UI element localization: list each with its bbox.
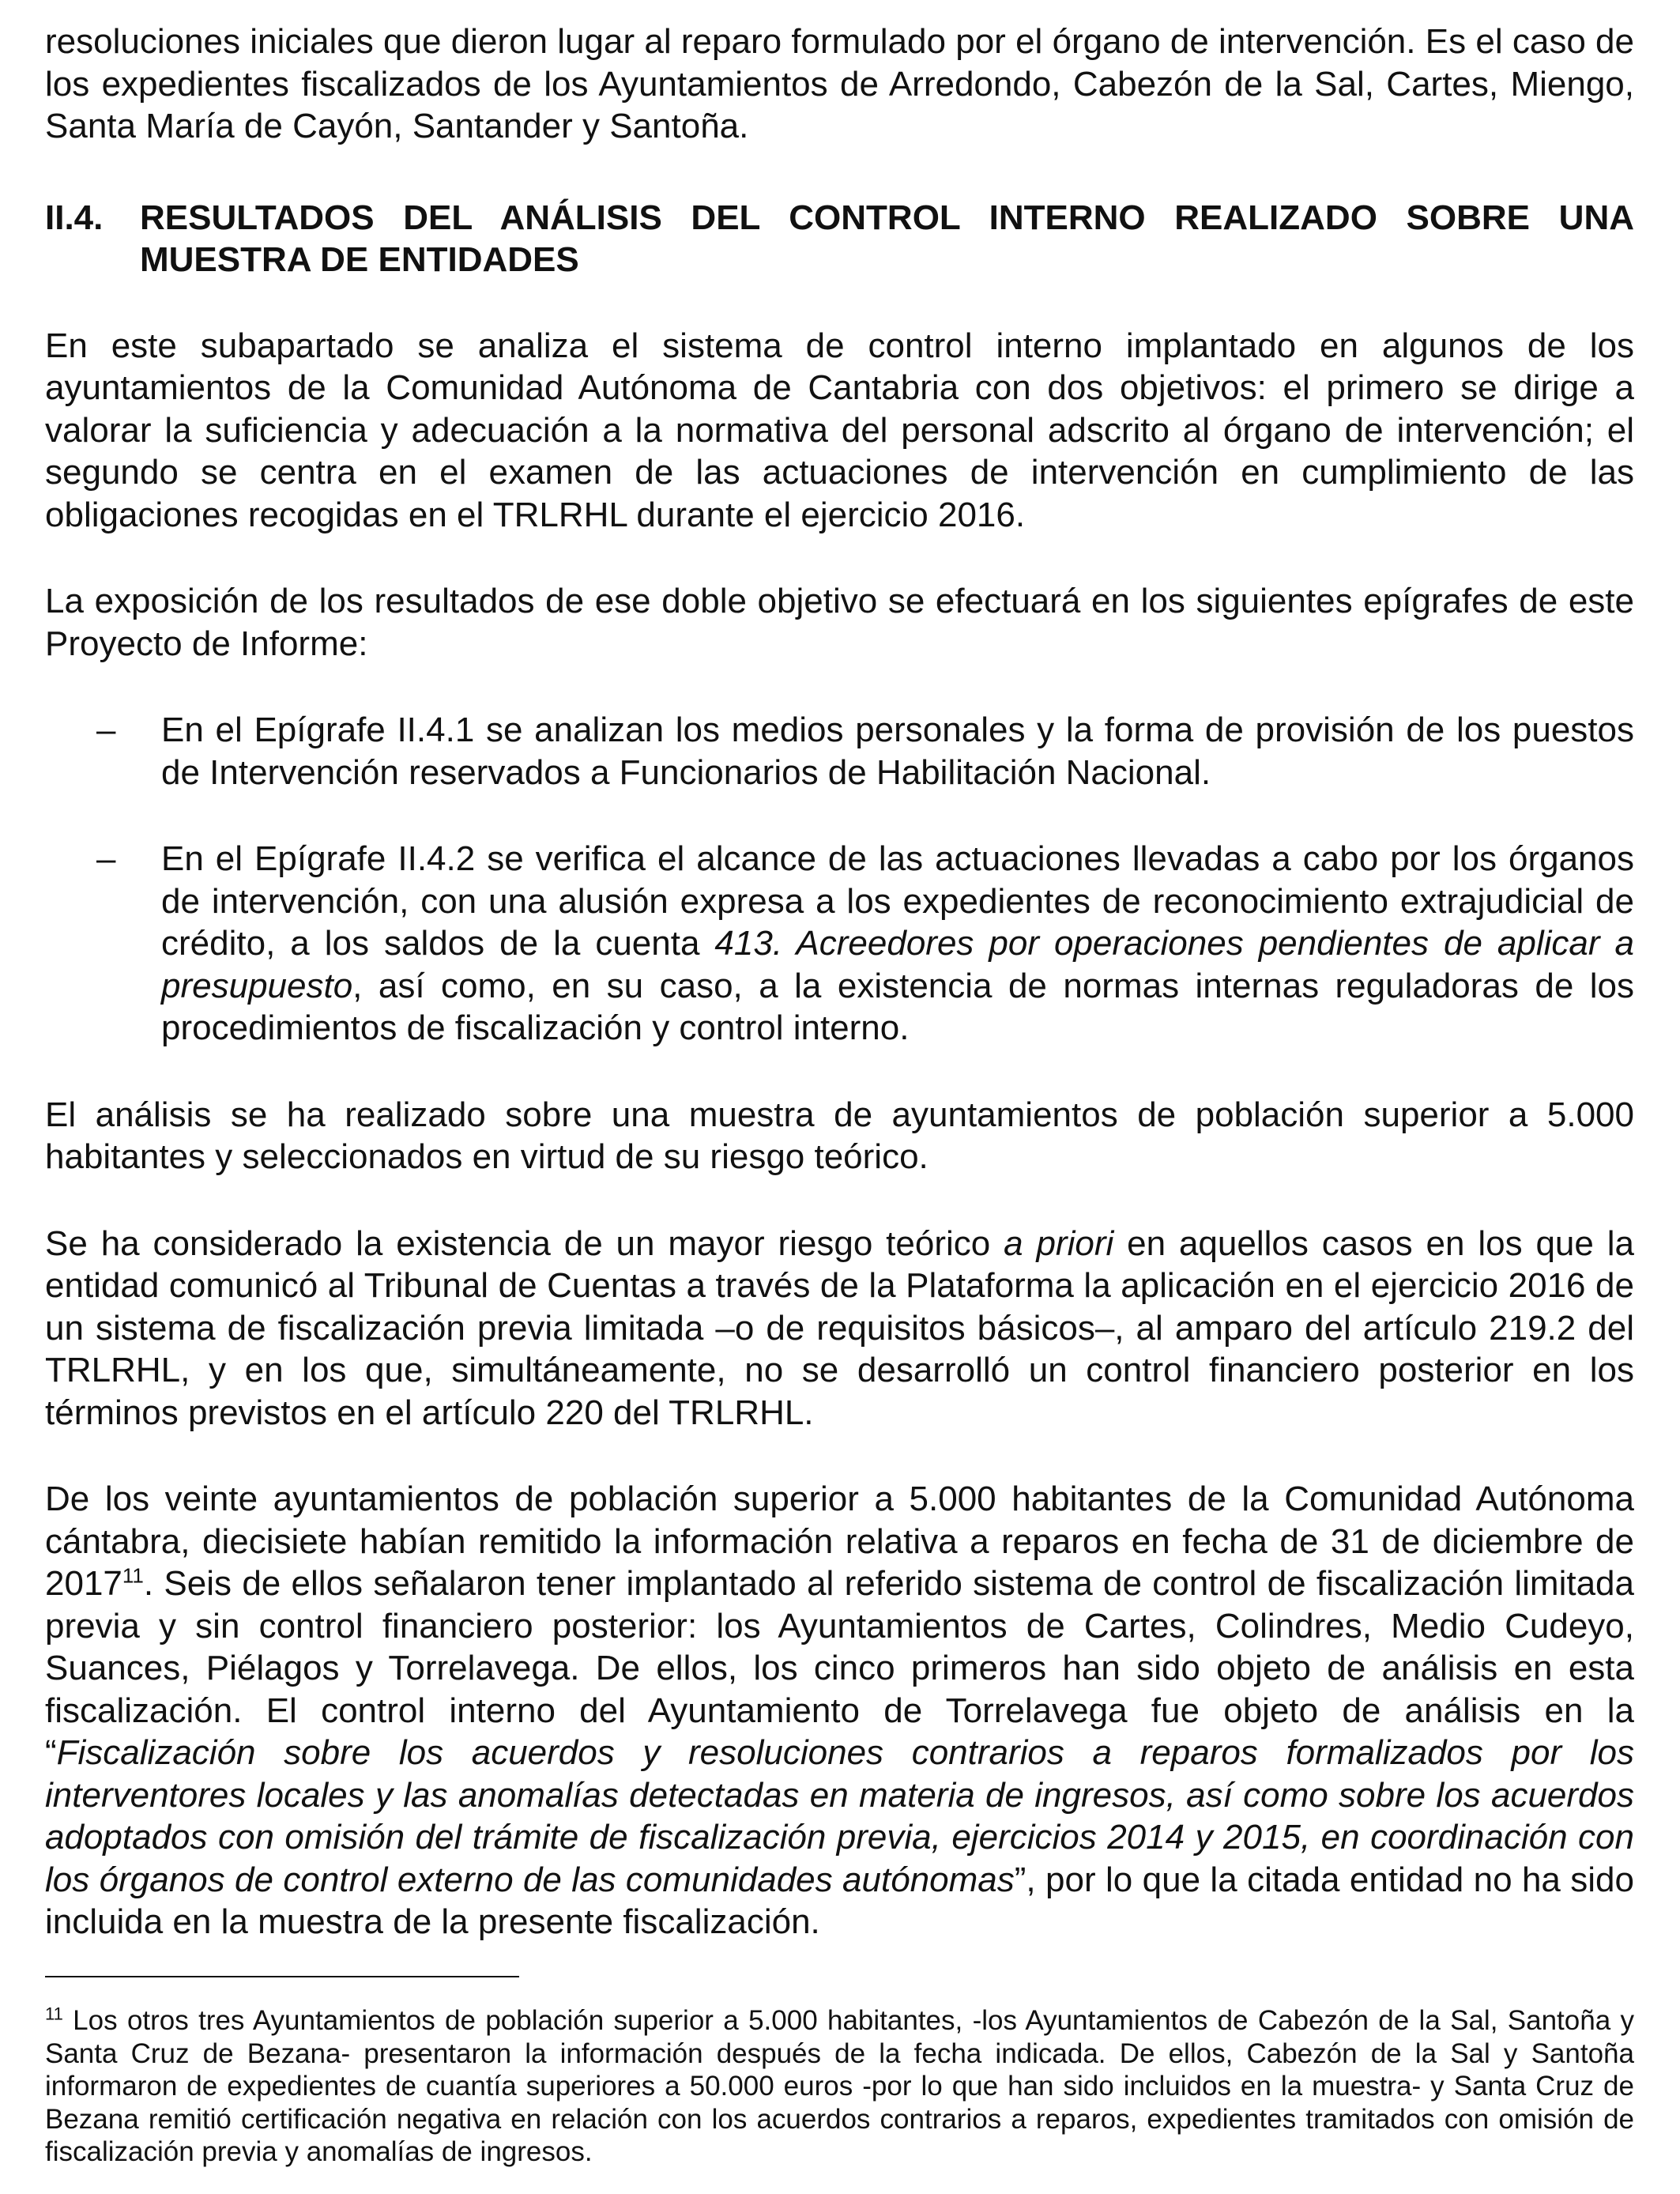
list-item-text: En el Epígrafe II.4.1 se analizan los medios personales y la forma de provisión de los puestos de Intervención reservados a Funcionarios de Habilitación Nacional. bbox=[161, 711, 1634, 792]
text-run: De los veinte ayuntamientos de población superior a 5.000 habitantes de la Comunidad Autónoma cántabra, diecisiete habían remitido la información relativa a reparos en fecha de 31 de diciembre de 2017 bbox=[45, 1480, 1634, 1603]
paragraph-analisis-muestra: El análisis se ha realizado sobre una muestra de ayuntamientos de población superior a 5.000 habitantes y seleccionados en virtud de su riesgo teórico. bbox=[45, 1095, 1634, 1176]
footnote bbox=[45, 2004, 1634, 2169]
paragraph-reparos-continuation: resoluciones iniciales que dieron lugar al reparo formulado por el órgano de intervención. Es el caso de los expedientes fiscalizados de los Ayuntamientos de Arredondo, Cabezón de la Sal, Cartes, Miengo, Santa María de Cayón, Santander y Santoña. bbox=[45, 22, 1634, 145]
dash-bullet: – bbox=[96, 711, 116, 749]
list-item-epigrafe-2 bbox=[96, 838, 1634, 1050]
list-item-text bbox=[161, 838, 1634, 1050]
paragraph-veinte-ayuntamientos bbox=[45, 1478, 1634, 1943]
section-title: RESULTADOS DEL ANÁLISIS DEL CONTROL INTERNO REALIZADO SOBRE UNA MUESTRA DE ENTIDADES bbox=[140, 198, 1634, 279]
paragraph-riesgo-teorico bbox=[45, 1223, 1634, 1434]
section-number: II.4. bbox=[45, 198, 104, 237]
paragraph-subapartado: En este subapartado se analiza el sistema de control interno implantado en algunos de los ayuntamientos de la Comunidad Autónoma de Cantabria con dos objetivos: el primero se dirige a valorar la suficiencia y adecuación a la normativa del personal adscrito al órgano de intervención; el segundo se centra en el examen de las actuaciones de intervención en cumplimiento de las obligaciones recogidas en el TRLRHL durante el ejercicio 2016. bbox=[45, 326, 1634, 534]
footnote-number: 11 bbox=[45, 2004, 63, 2024]
text-run: en aquellos casos en los que la entidad comunicó al Tribunal de Cuentas a través de la Plataforma la aplicación en el ejercicio 2016 de un sistema de fiscalización previa limitada –o de requisitos básicos–, al amparo del artículo 219.2 del TRLRHL, y en los que, simultáneamente, no se desarrolló un control financiero posterior en los términos previstos en el artículo 220 del TRLRHL. bbox=[45, 1223, 1634, 1432]
italic-text-run: Fiscalización sobre los acuerdos y resoluciones contrarios a reparos formalizados por los interventores locales y las anomalías detectadas en materia de ingresos, así como sobre los acuerdos adoptados con omisión del trámite de fiscalización previa, ejercicios 2014 y 2015, en coordinación con los órganos de control externo de las comunidades autónomas bbox=[45, 1733, 1634, 1899]
paragraph-exposicion: La exposición de los resultados de ese doble objetivo se efectuará en los siguientes epígrafes de este Proyecto de Informe: bbox=[45, 582, 1634, 663]
italic-text-run: a priori bbox=[1004, 1223, 1114, 1263]
italic-text-run: 413. Acreedores por operaciones pendientes de aplicar a presupuesto bbox=[161, 924, 1634, 1005]
text-run: . Seis de ellos señalaron tener implantado al referido sistema de control de fiscalización limitada previa y sin control financiero posterior: los Ayuntamientos de Cartes, Colindres, Medio Cudeyo, Suances, Piélagos y Torrelavega. De ellos, los cinco primeros han sido objeto de análisis en esta fiscalización. El control interno del Ayuntamiento de Torrelavega fue objeto de análisis en la “ bbox=[45, 1564, 1634, 1772]
dash-bullet: – bbox=[96, 839, 116, 878]
text-run: Se ha considerado la existencia de un mayor riesgo teórico bbox=[45, 1223, 1004, 1263]
footnote-divider bbox=[45, 1976, 519, 1977]
list-item-epigrafe-1 bbox=[96, 709, 1634, 794]
text-run: ”, por lo que la citada entidad no ha sido incluida en la muestra de la presente fiscalización. bbox=[45, 1860, 1634, 1941]
text-run: , así como, en su caso, a la existencia de normas internas reguladoras de los procedimientos de fiscalización y control interno. bbox=[161, 966, 1634, 1047]
footnote-reference: 11 bbox=[122, 1563, 144, 1588]
text-run: En el Epígrafe II.4.2 se verifica el alcance de las actuaciones llevadas a cabo por los órganos de intervención, con una alusión expresa a los expedientes de reconocimiento extrajudicial de crédito, a los saldos de la cuenta bbox=[161, 839, 1634, 963]
section-heading bbox=[45, 197, 1634, 281]
footnote-text: Los otros tres Ayuntamientos de población superior a 5.000 habitantes, -los Ayuntamientos de Cabezón de la Sal, Santoña y Santa Cruz de Bezana- presentaron la información después de la fecha indicada. De ellos, Cabezón de la Sal y Santoña informaron de expedientes de cuantía superiores a 50.000 euros -por lo que han sido incluidos en la muestra- y Santa Cruz de Bezana remitió certificación negativa en relación con los acuerdos contrarios a reparos, expedientes tramitados con omisión de fiscalización previa y anomalías de ingresos. bbox=[45, 2005, 1634, 2167]
